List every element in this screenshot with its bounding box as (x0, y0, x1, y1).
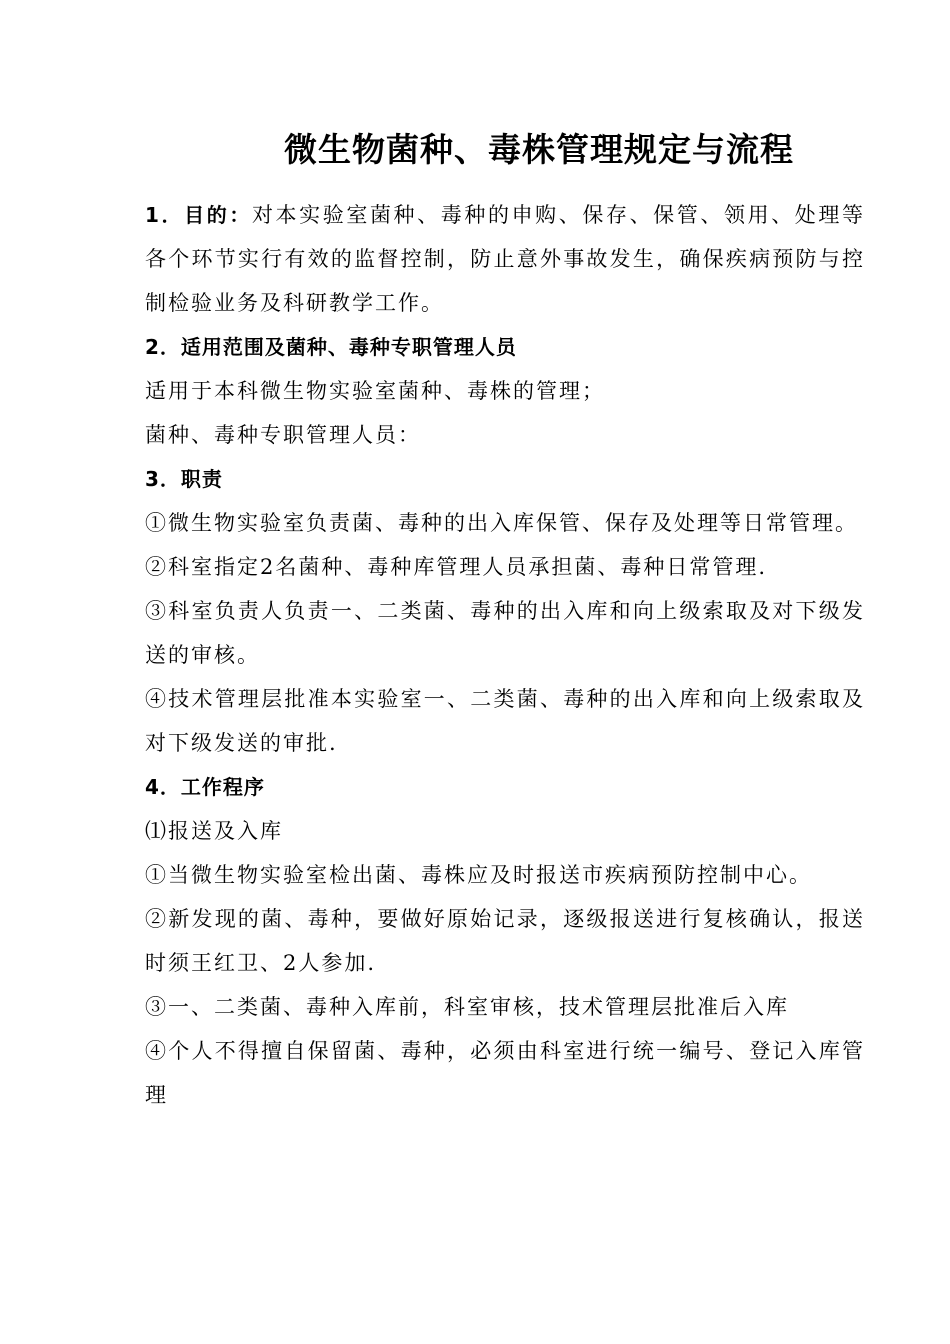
section-duties-heading: 3．职责 (145, 467, 223, 491)
document-body (145, 193, 865, 1117)
procedure-item: ①当微生物实验室检出菌、毒株应及时报送市疾病预防控制中心。 (145, 863, 812, 887)
procedure-subheading: ⑴报送及入库 (145, 819, 283, 843)
procedure-item: ④个人不得擅自保留菌、毒种，必须由科室进行统一编号、登记入库管理 (145, 1039, 865, 1107)
document-title: 微生物菌种、毒株管理规定与流程 (284, 130, 794, 169)
section-purpose (145, 193, 865, 325)
purpose-label: 1．目的： (145, 203, 252, 227)
procedure-item: ②新发现的菌、毒种，要做好原始记录，逐级报送进行复核确认，报送时须王红卫、2人参加. (145, 907, 865, 975)
scope-line: 适用于本科微生物实验室菌种、毒株的管理； (145, 379, 605, 403)
staff-line: 菌种、毒种专职管理人员： (145, 423, 421, 447)
section-scope-heading: 2．适用范围及菌种、毒种专职管理人员 (145, 335, 517, 359)
duty-item: ②科室指定2名菌种、毒种库管理人员承担菌、毒种日常管理. (145, 555, 768, 579)
purpose-text: 对本实验室菌种、毒种的申购、保存、保管、领用、处理等各个环节实行有效的监督控制，防止意外事故发生，确保疾病预防与控制检验业务及科研教学工作。 (145, 203, 866, 315)
duty-item: ③科室负责人负责一、二类菌、毒种的出入库和向上级索取及对下级发送的审核。 (145, 599, 865, 667)
duty-item: ④技术管理层批准本实验室一、二类菌、毒种的出入库和向上级索取及对下级发送的审批. (145, 687, 865, 755)
procedure-item: ③一、二类菌、毒种入库前，科室审核，技术管理层批准后入库 (145, 995, 789, 1019)
duty-item: ①微生物实验室负责菌、毒种的出入库保管、保存及处理等日常管理。 (145, 511, 858, 535)
section-procedure-heading: 4．工作程序 (145, 775, 265, 799)
